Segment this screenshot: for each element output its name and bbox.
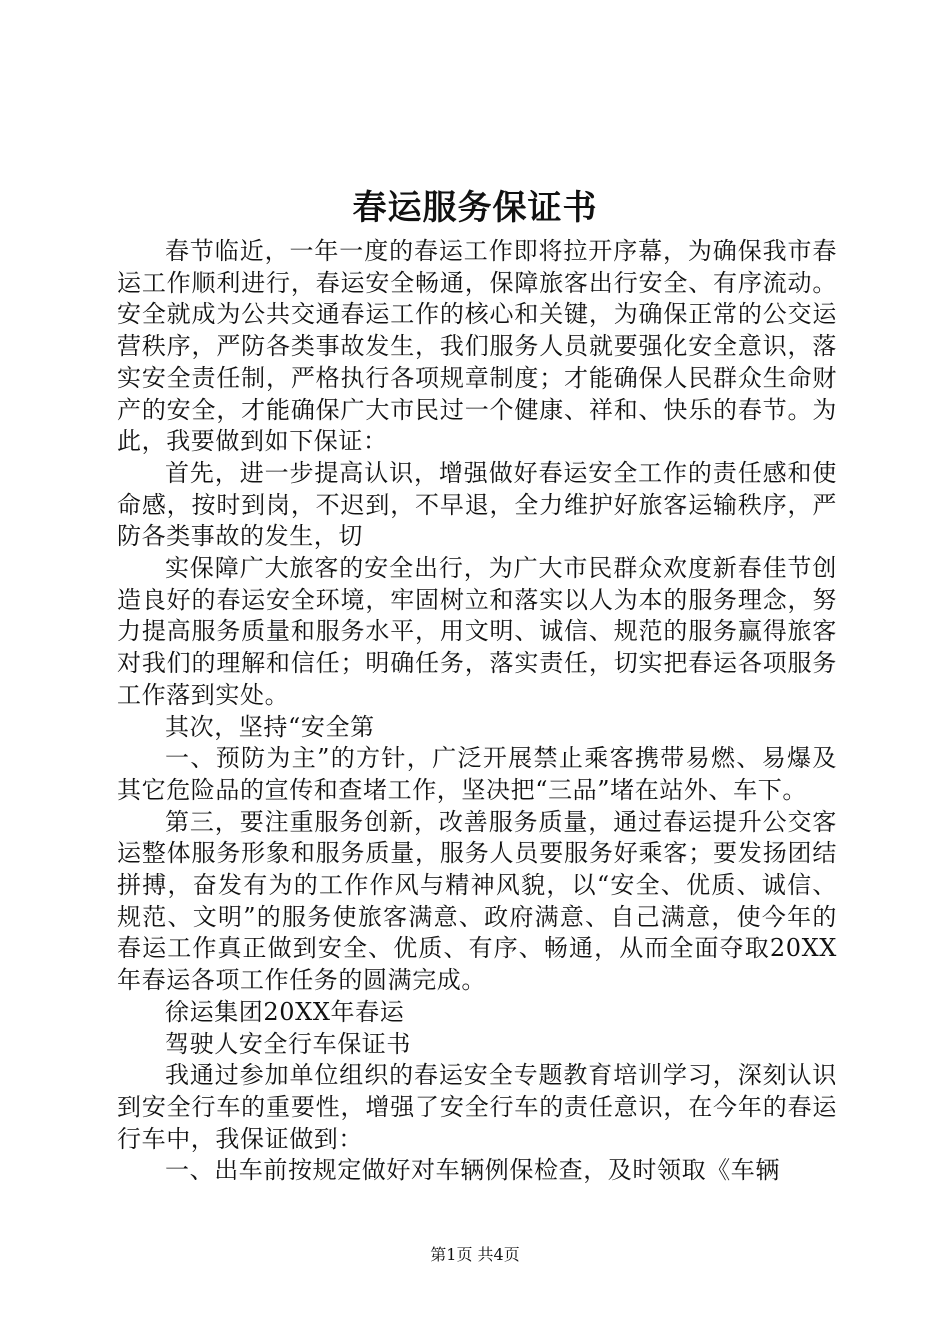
paragraph-first-point-continued: 实保障广大旅客的安全出行，为广大市民群众欢度新春佳节创造良好的春运安全环境，牢固树立和落实以人为本的服务理念，努力提高服务质量和服务水平，用文明、诚信、规范的服务赢得旅客对我们的理解和信任；明确任务，落实责任，切实把春运各项服务工作落到实处。 (117, 554, 837, 709)
document-body (117, 236, 837, 1187)
document-title: 春运服务保证书 (352, 188, 598, 228)
paragraph-second-point-continued: 一、预防为主”的方针，广泛开展禁止乘客携带易燃、易爆及其它危险品的宣传和查堵工作，坚决把“三品”堵在站外、车下。 (117, 744, 837, 804)
paragraph-intro: 春节临近，一年一度的春运工作即将拉开序幕，为确保我市春运工作顺利进行，春运安全畅通，保障旅客出行安全、有序流动。安全就成为公共交通春运工作的核心和关键，为确保正常的公交运营秩序，严防各类事故发生，我们服务人员就要强化安全意识，落实安全责任制，严格执行各项规章制度；才能确保人民群众生命财产的安全，才能确保广大市民过一个健康、祥和、快乐的春节。为此，我要做到如下保证： (117, 237, 837, 456)
paragraph-second-point: 其次，坚持“安全第 (165, 712, 375, 741)
paragraph-driver-intro: 我通过参加单位组织的春运安全专题教育培训学习，深刻认识到安全行车的重要性，增强了安全行车的责任意识，在今年的春运行车中，我保证做到： (117, 1061, 837, 1153)
paragraph-subtitle: 驾驶人安全行车保证书 (165, 1029, 411, 1058)
paragraph-signature: 徐运集团20XX年春运 (165, 997, 405, 1026)
paragraph-driver-item-1: 一、出车前按规定做好对车辆例保检查，及时领取《车辆 (165, 1156, 780, 1185)
paragraph-first-point: 首先，进一步提高认识，增强做好春运安全工作的责任感和使命感，按时到岗，不迟到，不早退，全力维护好旅客运输秩序，严防各类事故的发生，切 (117, 458, 837, 551)
paragraph-third-point: 第三，要注重服务创新，改善服务质量，通过春运提升公交客运整体服务形象和服务质量，服务人员要服务好乘客；要发扬团结拼搏，奋发有为的工作作风与精神风貌，以“安全、优质、诚信、规范、文明”的服务使旅客满意、政府满意、自己满意，使今年的春运工作真正做到安全、优质、有序、畅通，从而全面夺取20XX年春运各项工作任务的圆满完成。 (117, 807, 837, 995)
page-number: 第1页 共4页 (430, 1245, 520, 1264)
